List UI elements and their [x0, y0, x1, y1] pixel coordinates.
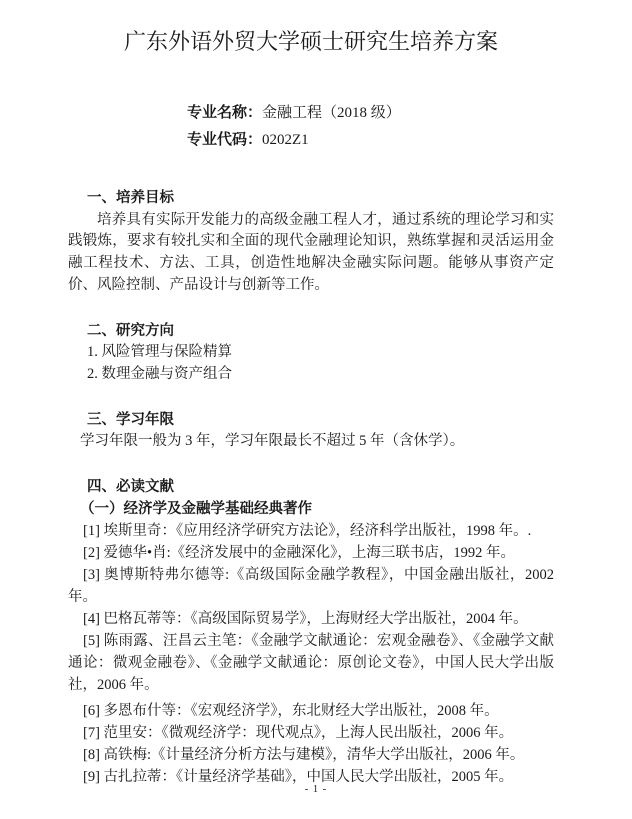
major-name-row	[187, 100, 554, 127]
reference-item: [3] 奥博斯特弗尔德等:《高级国际金融学教程》，中国金融出版社，2002 年。	[68, 567, 554, 606]
major-name-value: 金融工程（2018 级）	[262, 105, 401, 121]
program-meta	[187, 100, 554, 154]
reference-item: [9] 古扎拉蒂：《计量经济学基础》，中国人民大学出版社，2005 年。	[83, 769, 514, 786]
section-objectives	[68, 188, 554, 297]
reference-list	[68, 520, 554, 788]
section-heading: 四、必读文献	[87, 479, 174, 496]
paragraph: 培养具有实际开发能力的高级金融工程人才，通过系统的理论学习和实践锻炼，要求有较扎实和全面的现代金融理论知识，熟练掌握和灵活运用金融工程技术、方法、工具，创造性地解决金融实际问题。能够从事资产定价、风险控制、产品设计与创新等工作。	[68, 211, 554, 293]
reference-item: [7] 范里安：《微观经济学：现代观点》，上海人民出版社，2006 年。	[83, 725, 514, 742]
reference-item: [6] 多恩布什等：《宏观经济学》，东北财经大学出版社，2008 年。	[83, 703, 499, 720]
reference-item: [4] 巴格瓦蒂等：《高级国际贸易学》，上海财经大学出版社，2004 年。	[83, 611, 528, 628]
section-subheading: （一）经济学及金融学基础经典著作	[80, 500, 312, 517]
section-heading: 一、培养目标	[87, 190, 174, 206]
reference-item: [8] 高铁梅:《计量经济分析方法与建模》，清华大学出版社，2006 年。	[83, 747, 525, 764]
major-code-row	[187, 127, 554, 154]
section-heading: 二、研究方向	[87, 322, 174, 339]
section-duration	[68, 410, 554, 453]
page-number: - 1 -	[304, 784, 328, 795]
major-name-label: 专业名称：	[187, 105, 263, 121]
list-item: 1. 风险管理与保险精算	[87, 344, 232, 361]
reference-item: [5] 陈雨露、汪昌云主笔：《金融学文献通论：宏观金融卷》、《金融学文献通论：微观金融卷》、《金融学文献通论：原创论文卷》，中国人民大学出版社，2006 年。	[68, 633, 554, 694]
reference-item: [1] 埃斯里奇：《应用经济学研究方法论》，经济科学出版社，1998 年。.	[83, 523, 532, 540]
reference-item: [2] 爱德华•肖:《经济发展中的金融深化》，上海三联书店，1992 年。	[83, 545, 516, 562]
section-heading: 三、学习年限	[87, 411, 174, 428]
section-directions	[68, 321, 554, 386]
major-code-value: 0202Z1	[262, 132, 309, 148]
document-title: 广东外语外贸大学硕士研究生培养方案	[123, 29, 498, 54]
list-item: 2. 数理金融与资产组合	[87, 365, 232, 382]
major-code-label: 专业代码：	[187, 132, 263, 148]
paragraph: 学习年限一般为 3 年，学习年限最长不超过 5 年（含休学）。	[80, 433, 465, 450]
section-readings	[68, 477, 554, 788]
